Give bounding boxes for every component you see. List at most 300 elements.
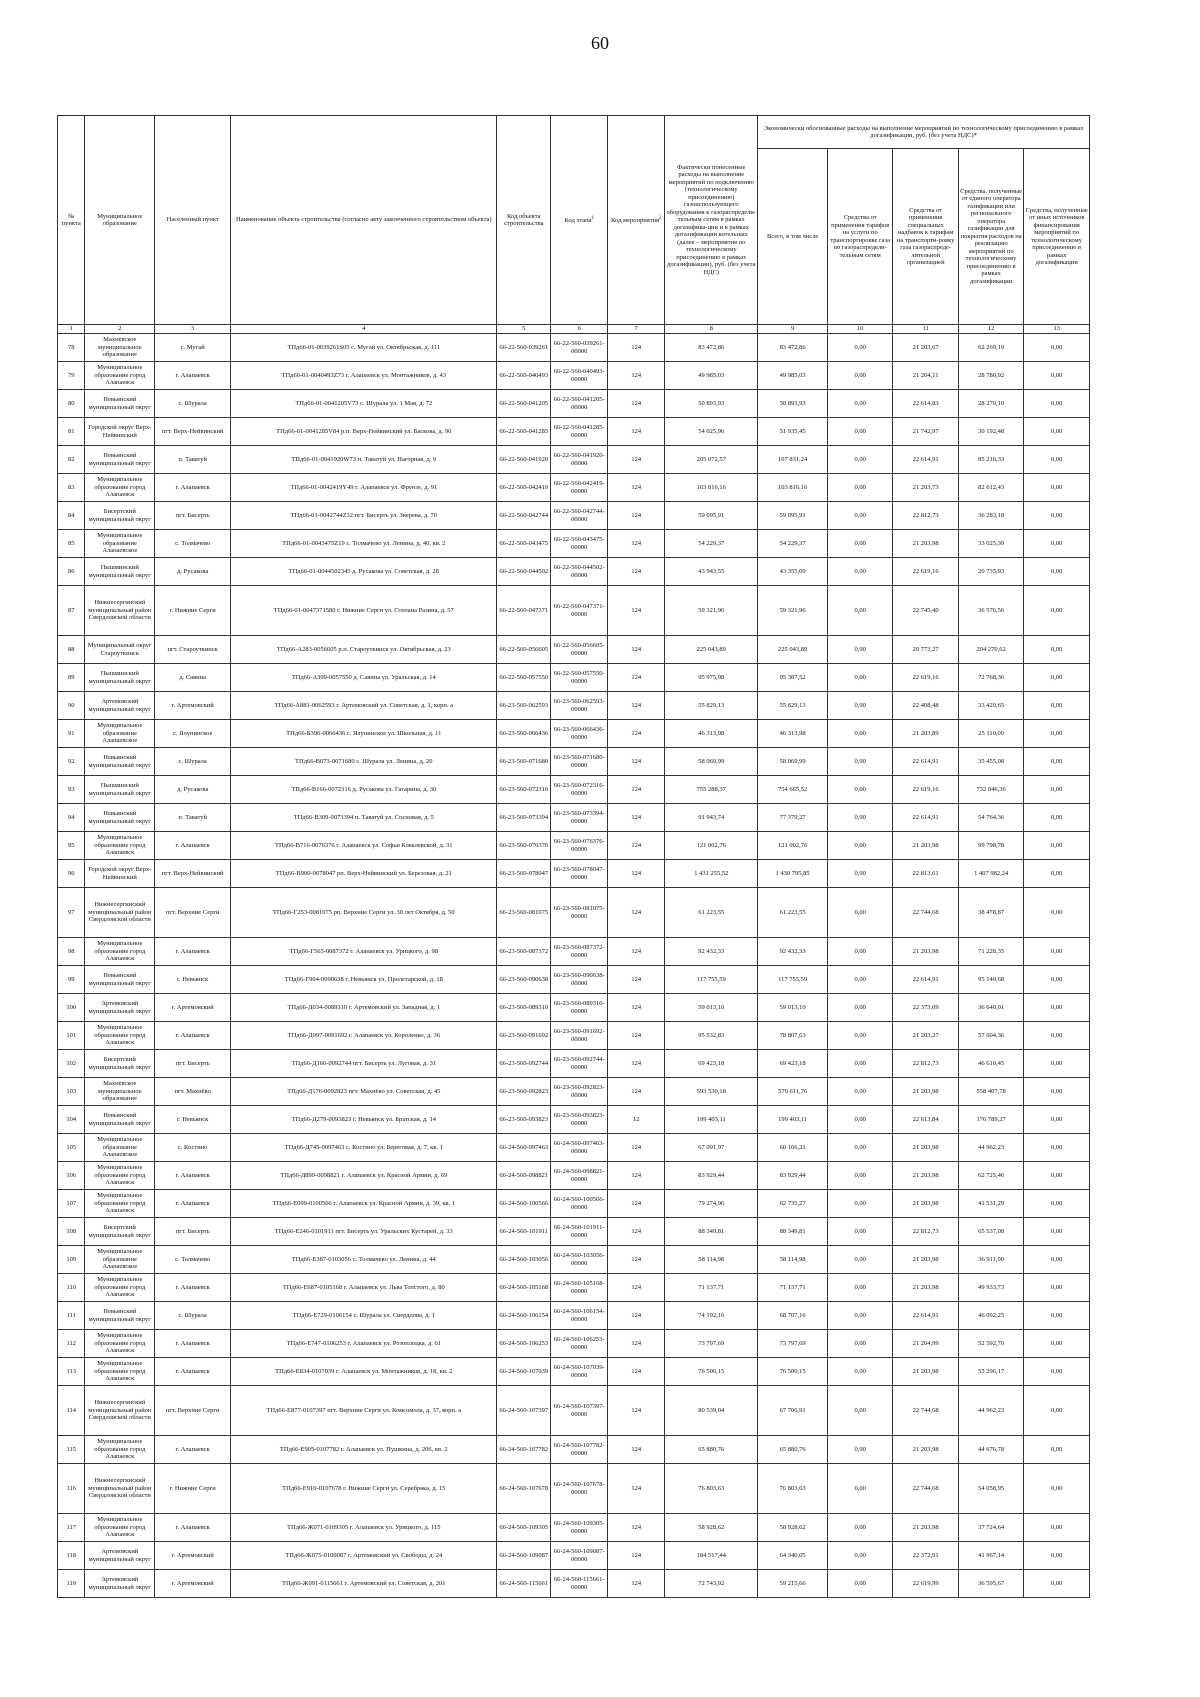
total-cell: 579 611,76 [758,1078,828,1106]
single-operator-cell: 52 592,70 [958,1330,1023,1358]
object-code-cell: 66-24-560-107397 [497,1386,551,1436]
tariff-transport-cell: 0,00 [827,1162,892,1190]
total-cell: 58 928,62 [758,1514,828,1542]
total-cell: 50 893,93 [758,390,828,418]
tariff-transport-cell: 0,00 [827,832,892,860]
locality-cell: г. Алапаевск [155,1358,231,1386]
stage-code-cell: 66-22-560-044502-00000 [551,558,608,586]
special-markups-cell: 21 203,98 [893,530,958,558]
actual-costs-cell: 50 893,93 [665,390,758,418]
object-cell: ТПд66-Б396-0066436 с. Ялунинское ул. Школьная, д. 11 [231,720,497,748]
other-sources-cell: 0,00 [1024,1570,1090,1598]
other-sources-cell: 0,00 [1024,334,1090,362]
total-cell: 67 706,91 [758,1386,828,1436]
locality-cell: пгт. Бисерть [155,1218,231,1246]
tariff-transport-cell: 0,00 [827,1542,892,1570]
single-operator-cell: 95 140,68 [958,966,1023,994]
actual-costs-cell: 91 943,74 [665,804,758,832]
row-num: 107 [58,1190,85,1218]
table-row [58,530,1090,558]
special-markups-cell: 22 373,09 [893,994,958,1022]
object-code-cell: 66-22-560-041205 [497,390,551,418]
event-code-cell: 124 [608,446,665,474]
municipality-cell: Невьянский муниципальный округ [85,804,155,832]
tariff-transport-cell: 0,00 [827,1022,892,1050]
stage-code-cell: 66-23-560-071680-00000 [551,748,608,776]
object-cell: ТПд66-01-0040493Z73 г. Алапаевск ул. Монтажников, д. 43 [231,362,497,390]
stage-code-cell: 66-22-560-041285-00000 [551,418,608,446]
row-num: 98 [58,938,85,966]
single-operator-cell: 44 962,23 [958,1386,1023,1436]
special-markups-cell: 21 203,98 [893,1514,958,1542]
event-code-cell: 124 [608,1246,665,1274]
object-cell: ТПд66-Е729-0106154 с. Шурала ул. Свердлова, д. 1 [231,1302,497,1330]
municipality-cell: Бисертский муниципальный округ [85,1218,155,1246]
locality-cell: г. Алапаевск [155,1274,231,1302]
single-operator-cell: 36 595,67 [958,1570,1023,1598]
other-sources-cell: 0,00 [1024,1358,1090,1386]
single-operator-cell: 28 279,10 [958,390,1023,418]
stage-code-cell: 66-23-560-093823-00000 [551,1106,608,1134]
object-cell: ТПд66-01-0039261S05 с. Мугай ул. Октябрьская, д. 111 [231,334,497,362]
actual-costs-cell: 49 985,03 [665,362,758,390]
actual-costs-cell: 593 530,18 [665,1078,758,1106]
special-markups-cell: 22 744,68 [893,888,958,938]
actual-costs-cell: 59 095,91 [665,502,758,530]
other-sources-cell: 0,00 [1024,1078,1090,1106]
tariff-transport-cell: 0,00 [827,776,892,804]
locality-cell: д. Савина [155,664,231,692]
stage-code-cell: 66-23-560-090638-00000 [551,966,608,994]
table-row [58,1218,1090,1246]
other-sources-cell: 0,00 [1024,1436,1090,1464]
other-sources-cell: 0,00 [1024,446,1090,474]
row-num: 78 [58,334,85,362]
total-cell: 62 735,27 [758,1190,828,1218]
municipality-cell: Муниципальное образование город Алапаевск [85,938,155,966]
column-number-cell: 1 [58,325,85,334]
municipality-cell: Муниципальное образование Алапаевское [85,1246,155,1274]
object-code-cell: 66-22-560-047371 [497,586,551,636]
event-code-cell: 124 [608,692,665,720]
locality-cell: г. Алапаевск [155,474,231,502]
event-code-cell: 124 [608,1050,665,1078]
stage-code-cell: 66-23-560-087372-00000 [551,938,608,966]
special-markups-cell: 21 203,67 [893,334,958,362]
single-operator-cell: 85 216,33 [958,446,1023,474]
object-code-cell: 66-24-560-103056 [497,1246,551,1274]
actual-costs-cell: 76 803,63 [665,1464,758,1514]
special-markups-cell: 22 372,91 [893,1542,958,1570]
single-operator-cell: 54 764,36 [958,804,1023,832]
single-operator-cell: 30 192,48 [958,418,1023,446]
other-sources-cell: 0,00 [1024,1022,1090,1050]
tariff-transport-cell: 0,00 [827,446,892,474]
table-row [58,1274,1090,1302]
actual-costs-cell: 58 069,99 [665,748,758,776]
municipality-cell: Невьянский муниципальный округ [85,390,155,418]
locality-cell: г. Алапаевск [155,362,231,390]
locality-cell: г. Алапаевск [155,1190,231,1218]
special-markups-cell: 22 614,91 [893,1302,958,1330]
stage-code-cell: 66-23-560-078047-00000 [551,860,608,888]
stage-code-cell: 66-23-560-089310-00000 [551,994,608,1022]
row-num: 103 [58,1078,85,1106]
stage-code-cell: 66-22-560-043475-00000 [551,530,608,558]
object-code-cell: 66-22-560-039261 [497,334,551,362]
row-num: 87 [58,586,85,636]
special-markups-cell: 21 203,98 [893,832,958,860]
event-code-cell: 124 [608,390,665,418]
row-num: 85 [58,530,85,558]
tariff-transport-cell: 0,00 [827,1302,892,1330]
municipality-cell: Муниципальное образование город Алапаевск [85,1330,155,1358]
locality-cell: с. Ялунинское [155,720,231,748]
other-sources-cell: 0,00 [1024,362,1090,390]
locality-cell: с. Шурала [155,390,231,418]
other-sources-cell: 0,00 [1024,1274,1090,1302]
tariff-transport-cell: 0,00 [827,1218,892,1246]
special-markups-cell: 22 614,91 [893,966,958,994]
object-cell: ТПд66-Е246-0101911 пгт. Бисерть ул. Уральских Кустарей, д. 33 [231,1218,497,1246]
header-event-code: Код мероприятия$^2$ [608,116,665,325]
tariff-transport-cell: 0,00 [827,692,892,720]
event-code-cell: 124 [608,1078,665,1106]
object-cell: ТПд66-Е910-0107678 г. Нижние Серги ул. Серебряка, д. 15 [231,1464,497,1514]
total-cell: 58 069,99 [758,748,828,776]
special-markups-cell: 21 204,99 [893,1330,958,1358]
other-sources-cell: 0,00 [1024,1330,1090,1358]
locality-cell: г. Алапаевск [155,1514,231,1542]
object-code-cell: 66-24-560-115661 [497,1570,551,1598]
row-num: 80 [58,390,85,418]
stage-code-cell: 66-24-560-100566-00000 [551,1190,608,1218]
actual-costs-cell: 58 928,62 [665,1514,758,1542]
single-operator-cell: 36 911,00 [958,1246,1023,1274]
total-cell: 77 379,27 [758,804,828,832]
event-code-cell: 124 [608,558,665,586]
table-row [58,860,1090,888]
other-sources-cell: 0,00 [1024,502,1090,530]
object-cell: ТПд66-01-0041285V84 р.п. Верх-Нейвинский ул. Баскова, д. 90 [231,418,497,446]
total-cell: 754 665,52 [758,776,828,804]
column-number-cell: 12 [958,325,1023,334]
stage-code-cell: 66-23-560-062593-00000 [551,692,608,720]
object-cell: ТПд66-Д279-0093823 г. Невьянск ул. Братская, д. 14 [231,1106,497,1134]
actual-costs-cell: 205 072,57 [665,446,758,474]
municipality-cell: Муниципальное образование Алапаевское [85,1134,155,1162]
other-sources-cell: 0,00 [1024,776,1090,804]
stage-code-cell: 66-24-560-097463-00000 [551,1134,608,1162]
single-operator-cell: 35 455,08 [958,748,1023,776]
stage-code-cell: 66-24-560-101911-00000 [551,1218,608,1246]
single-operator-cell: 62 725,46 [958,1162,1023,1190]
tariff-transport-cell: 0,00 [827,994,892,1022]
other-sources-cell: 0,00 [1024,832,1090,860]
special-markups-cell: 21 203,98 [893,1162,958,1190]
event-code-cell: 124 [608,1514,665,1542]
special-markups-cell: 22 408,48 [893,692,958,720]
other-sources-cell: 0,00 [1024,636,1090,664]
special-markups-cell: 22 812,73 [893,1050,958,1078]
actual-costs-cell: 199 403,11 [665,1106,758,1134]
special-markups-cell: 21 203,98 [893,1436,958,1464]
row-num: 105 [58,1134,85,1162]
locality-cell: д. Русакова [155,558,231,586]
other-sources-cell: 0,00 [1024,1162,1090,1190]
row-num: 115 [58,1436,85,1464]
single-operator-cell: 41 967,14 [958,1542,1023,1570]
municipality-cell: Муниципальное образование город Алапаевск [85,474,155,502]
locality-cell: с. Шурала [155,1302,231,1330]
total-cell: 66 166,21 [758,1134,828,1162]
table-row [58,938,1090,966]
object-cell: ТПд66-Е099-0100566 г. Алапаевск ул. Красной Армии, д. 39, кв. 1 [231,1190,497,1218]
stage-code-cell: 66-24-560-107678-00000 [551,1464,608,1514]
event-code-cell: 124 [608,994,665,1022]
column-number-cell: 11 [893,325,958,334]
object-code-cell: 66-24-560-109305 [497,1514,551,1542]
municipality-cell: Бисертский муниципальный округ [85,1050,155,1078]
special-markups-cell: 22 614,83 [893,390,958,418]
actual-costs-cell: 80 539,04 [665,1386,758,1436]
column-number-cell: 8 [665,325,758,334]
single-operator-cell: 46 610,45 [958,1050,1023,1078]
total-cell: 76 500,15 [758,1358,828,1386]
object-cell: ТПд66-Д899-0098821 г. Алапаевск ул. Красной Армии, д. 69 [231,1162,497,1190]
event-code-cell: 124 [608,1358,665,1386]
other-sources-cell: 0,00 [1024,474,1090,502]
event-code-cell: 124 [608,362,665,390]
special-markups-cell: 22 614,91 [893,748,958,776]
table-row [58,558,1090,586]
actual-costs-cell: 74 192,16 [665,1302,758,1330]
locality-cell: г. Алапаевск [155,1330,231,1358]
special-markups-cell: 21 203,98 [893,1274,958,1302]
locality-cell: пгт. Махнёво [155,1078,231,1106]
object-cell: ТПд66-Е905-0107782 г. Алапаевск ул. Пушкина, д. 206, кв. 2 [231,1436,497,1464]
actual-costs-cell: 71 137,71 [665,1274,758,1302]
event-code-cell: 124 [608,776,665,804]
stage-code-cell: 66-22-560-042744-00000 [551,502,608,530]
object-cell: ТПд66-Г904-0090638 г. Невьянск ул. Пролетарской, д. 18 [231,966,497,994]
other-sources-cell: 0,00 [1024,1302,1090,1330]
table-row [58,1386,1090,1436]
row-num: 93 [58,776,85,804]
table-row [58,888,1090,938]
table-row [58,446,1090,474]
special-markups-cell: 22 619,99 [893,1570,958,1598]
total-cell: 78 807,63 [758,1022,828,1050]
actual-costs-cell: 61 223,55 [665,888,758,938]
actual-costs-cell: 54 229,37 [665,530,758,558]
total-cell: 46 313,98 [758,720,828,748]
event-code-cell: 124 [608,1302,665,1330]
locality-cell: пгт. Верх-Нейвинский [155,860,231,888]
locality-cell: с. Шурала [155,748,231,776]
object-code-cell: 66-24-560-106154 [497,1302,551,1330]
table-row [58,502,1090,530]
row-num: 117 [58,1514,85,1542]
object-code-cell: 66-22-560-042419 [497,474,551,502]
row-num: 82 [58,446,85,474]
object-code-cell: 66-24-560-107782 [497,1436,551,1464]
event-code-cell: 124 [608,1162,665,1190]
stage-code-cell: 66-24-560-106154-00000 [551,1302,608,1330]
row-num: 83 [58,474,85,502]
tariff-transport-cell: 0,00 [827,1190,892,1218]
object-cell: ТПд66-01-0044502345 д. Русакова ул. Советская, д. 28 [231,558,497,586]
special-markups-cell: 21 203,98 [893,1134,958,1162]
locality-cell: д. Русакова [155,776,231,804]
special-markups-cell: 21 203,98 [893,938,958,966]
object-cell: ТПд66-В716-0076376 г. Алапаевск ул. Софьи Ковалевской, д. 31 [231,832,497,860]
table-row [58,390,1090,418]
stage-code-cell: 66-24-560-107782-00000 [551,1436,608,1464]
table-row [58,1514,1090,1542]
municipality-cell: Муниципальный округ Староуткинск [85,636,155,664]
tariff-transport-cell: 0,00 [827,1358,892,1386]
column-number-cell: 10 [827,325,892,334]
total-cell: 58 114,98 [758,1246,828,1274]
municipality-cell: Муниципальное образование город Алапаевск [85,1274,155,1302]
row-num: 102 [58,1050,85,1078]
table-row [58,1022,1090,1050]
event-code-cell: 124 [608,1436,665,1464]
table-row [58,362,1090,390]
tariff-transport-cell: 0,00 [827,636,892,664]
single-operator-cell: 57 604,36 [958,1022,1023,1050]
table-row [58,586,1090,636]
object-cell: ТПд66-Ж075-0109087 г. Артемовский ул. Свободы, д. 24 [231,1542,497,1570]
single-operator-cell: 54 058,95 [958,1464,1023,1514]
tariff-transport-cell: 0,00 [827,530,892,558]
single-operator-cell: 65 537,08 [958,1218,1023,1246]
table-body [58,334,1090,1598]
special-markups-cell: 22 613,84 [893,1106,958,1134]
object-code-cell: 66-22-560-040493 [497,362,551,390]
object-cell: ТПд66-Е387-0103056 с. Толмачево ул. Ленина, д. 44 [231,1246,497,1274]
object-code-cell: 66-24-560-107678 [497,1464,551,1514]
stage-code-cell: 66-22-560-042419-00000 [551,474,608,502]
event-code-cell: 124 [608,586,665,636]
single-operator-cell: 33 025,39 [958,530,1023,558]
special-markups-cell: 22 744,68 [893,1464,958,1514]
stage-code-cell: 66-24-560-098821-00000 [551,1162,608,1190]
total-cell: 68 707,16 [758,1302,828,1330]
actual-costs-cell: 59 013,10 [665,994,758,1022]
municipality-cell: Пышминский муниципальный округ [85,664,155,692]
event-code-cell: 124 [608,888,665,938]
object-cell: ТПд66-Е834-0107039 г. Алапаевск ул. Монтажников, д. 18, кв. 2 [231,1358,497,1386]
tariff-transport-cell: 0,00 [827,474,892,502]
locality-cell: п. Таватуй [155,804,231,832]
object-code-cell: 66-24-560-107039 [497,1358,551,1386]
locality-cell: г. Алапаевск [155,1022,231,1050]
tariff-transport-cell: 0,00 [827,1134,892,1162]
row-num: 113 [58,1358,85,1386]
object-cell: ТПд66-В073-0071680 с. Шурала ул. Ленина, д. 20 [231,748,497,776]
row-num: 109 [58,1246,85,1274]
other-sources-cell: 0,00 [1024,720,1090,748]
special-markups-cell: 22 619,16 [893,558,958,586]
object-code-cell: 66-23-560-072316 [497,776,551,804]
object-cell: ТПд66-А881-0062593 г. Артемовский ул. Советская, д. 1, корп. а [231,692,497,720]
other-sources-cell: 0,00 [1024,1050,1090,1078]
actual-costs-cell: 117 755,59 [665,966,758,994]
other-sources-cell: 0,00 [1024,1246,1090,1274]
single-operator-cell: 20 735,93 [958,558,1023,586]
column-numbers-row [58,325,1090,334]
tariff-transport-cell: 0,00 [827,1386,892,1436]
locality-cell: г. Алапаевск [155,1436,231,1464]
row-num: 91 [58,720,85,748]
table-row [58,1050,1090,1078]
object-cell: ТПд66-Д745-0097463 с. Костино ул. Береговая, д. 7, кв. 1 [231,1134,497,1162]
tariff-transport-cell: 0,00 [827,418,892,446]
locality-cell: с. Толмачево [155,530,231,558]
actual-costs-cell: 83 472,86 [665,334,758,362]
column-number-cell: 5 [497,325,551,334]
object-code-cell: 66-22-560-057550 [497,664,551,692]
single-operator-cell: 1 407 982,24 [958,860,1023,888]
event-code-cell: 124 [608,334,665,362]
table-row [58,1134,1090,1162]
column-number-cell: 13 [1024,325,1090,334]
table-row [58,1162,1090,1190]
other-sources-cell: 0,00 [1024,1218,1090,1246]
table-row [58,776,1090,804]
total-cell: 1 430 795,85 [758,860,828,888]
row-num: 97 [58,888,85,938]
total-cell: 92 432,33 [758,938,828,966]
row-num: 96 [58,860,85,888]
object-code-cell: 66-23-560-093823 [497,1106,551,1134]
tariff-transport-cell: 0,00 [827,1570,892,1598]
tariff-transport-cell: 0,00 [827,938,892,966]
table-row [58,636,1090,664]
data-table [57,115,1090,1598]
locality-cell: пгт. Бисерть [155,502,231,530]
actual-costs-cell: 65 880,76 [665,1436,758,1464]
municipality-cell: Муниципальное образование город Алапаевск [85,1022,155,1050]
total-cell: 121 002,76 [758,832,828,860]
table-row [58,748,1090,776]
table-row [58,1542,1090,1570]
table-row [58,664,1090,692]
table-row [58,1358,1090,1386]
special-markups-cell: 21 203,98 [893,1246,958,1274]
single-operator-cell: 28 780,92 [958,362,1023,390]
locality-cell: г. Артемовский [155,1542,231,1570]
event-code-cell: 124 [608,636,665,664]
special-markups-cell: 22 619,16 [893,776,958,804]
event-code-cell: 124 [608,1330,665,1358]
tariff-transport-cell: 0,00 [827,1514,892,1542]
municipality-cell: Невьянский муниципальный округ [85,1302,155,1330]
object-cell: ТПд66-Ж091-0115661 г. Артемовский ул. Советская, д. 201 [231,1570,497,1598]
event-code-cell: 124 [608,1274,665,1302]
event-code-cell: 124 [608,966,665,994]
object-code-cell: 66-23-560-091692 [497,1022,551,1050]
single-operator-cell: 204 270,62 [958,636,1023,664]
row-num: 84 [58,502,85,530]
locality-cell: с. Толмачево [155,1246,231,1274]
actual-costs-cell: 46 313,98 [665,720,758,748]
total-cell: 51 935,45 [758,418,828,446]
header-actual-costs: Фактически понесенные расходы на выполнение мероприятий по подключению (технологическому присоединению) газоиспользующего оборудования к газораспредели-тельным сетям в рамках догазифика-ции и в рамках догазификации котельных (далее – мероприятия по технологическому присоединению в рамках догазификации), руб. (без учета НДС) [665,116,758,325]
object-cell: ТПд66-В900-0078047 рп. Верх-Нейвинский ул. Березовая, д. 21 [231,860,497,888]
